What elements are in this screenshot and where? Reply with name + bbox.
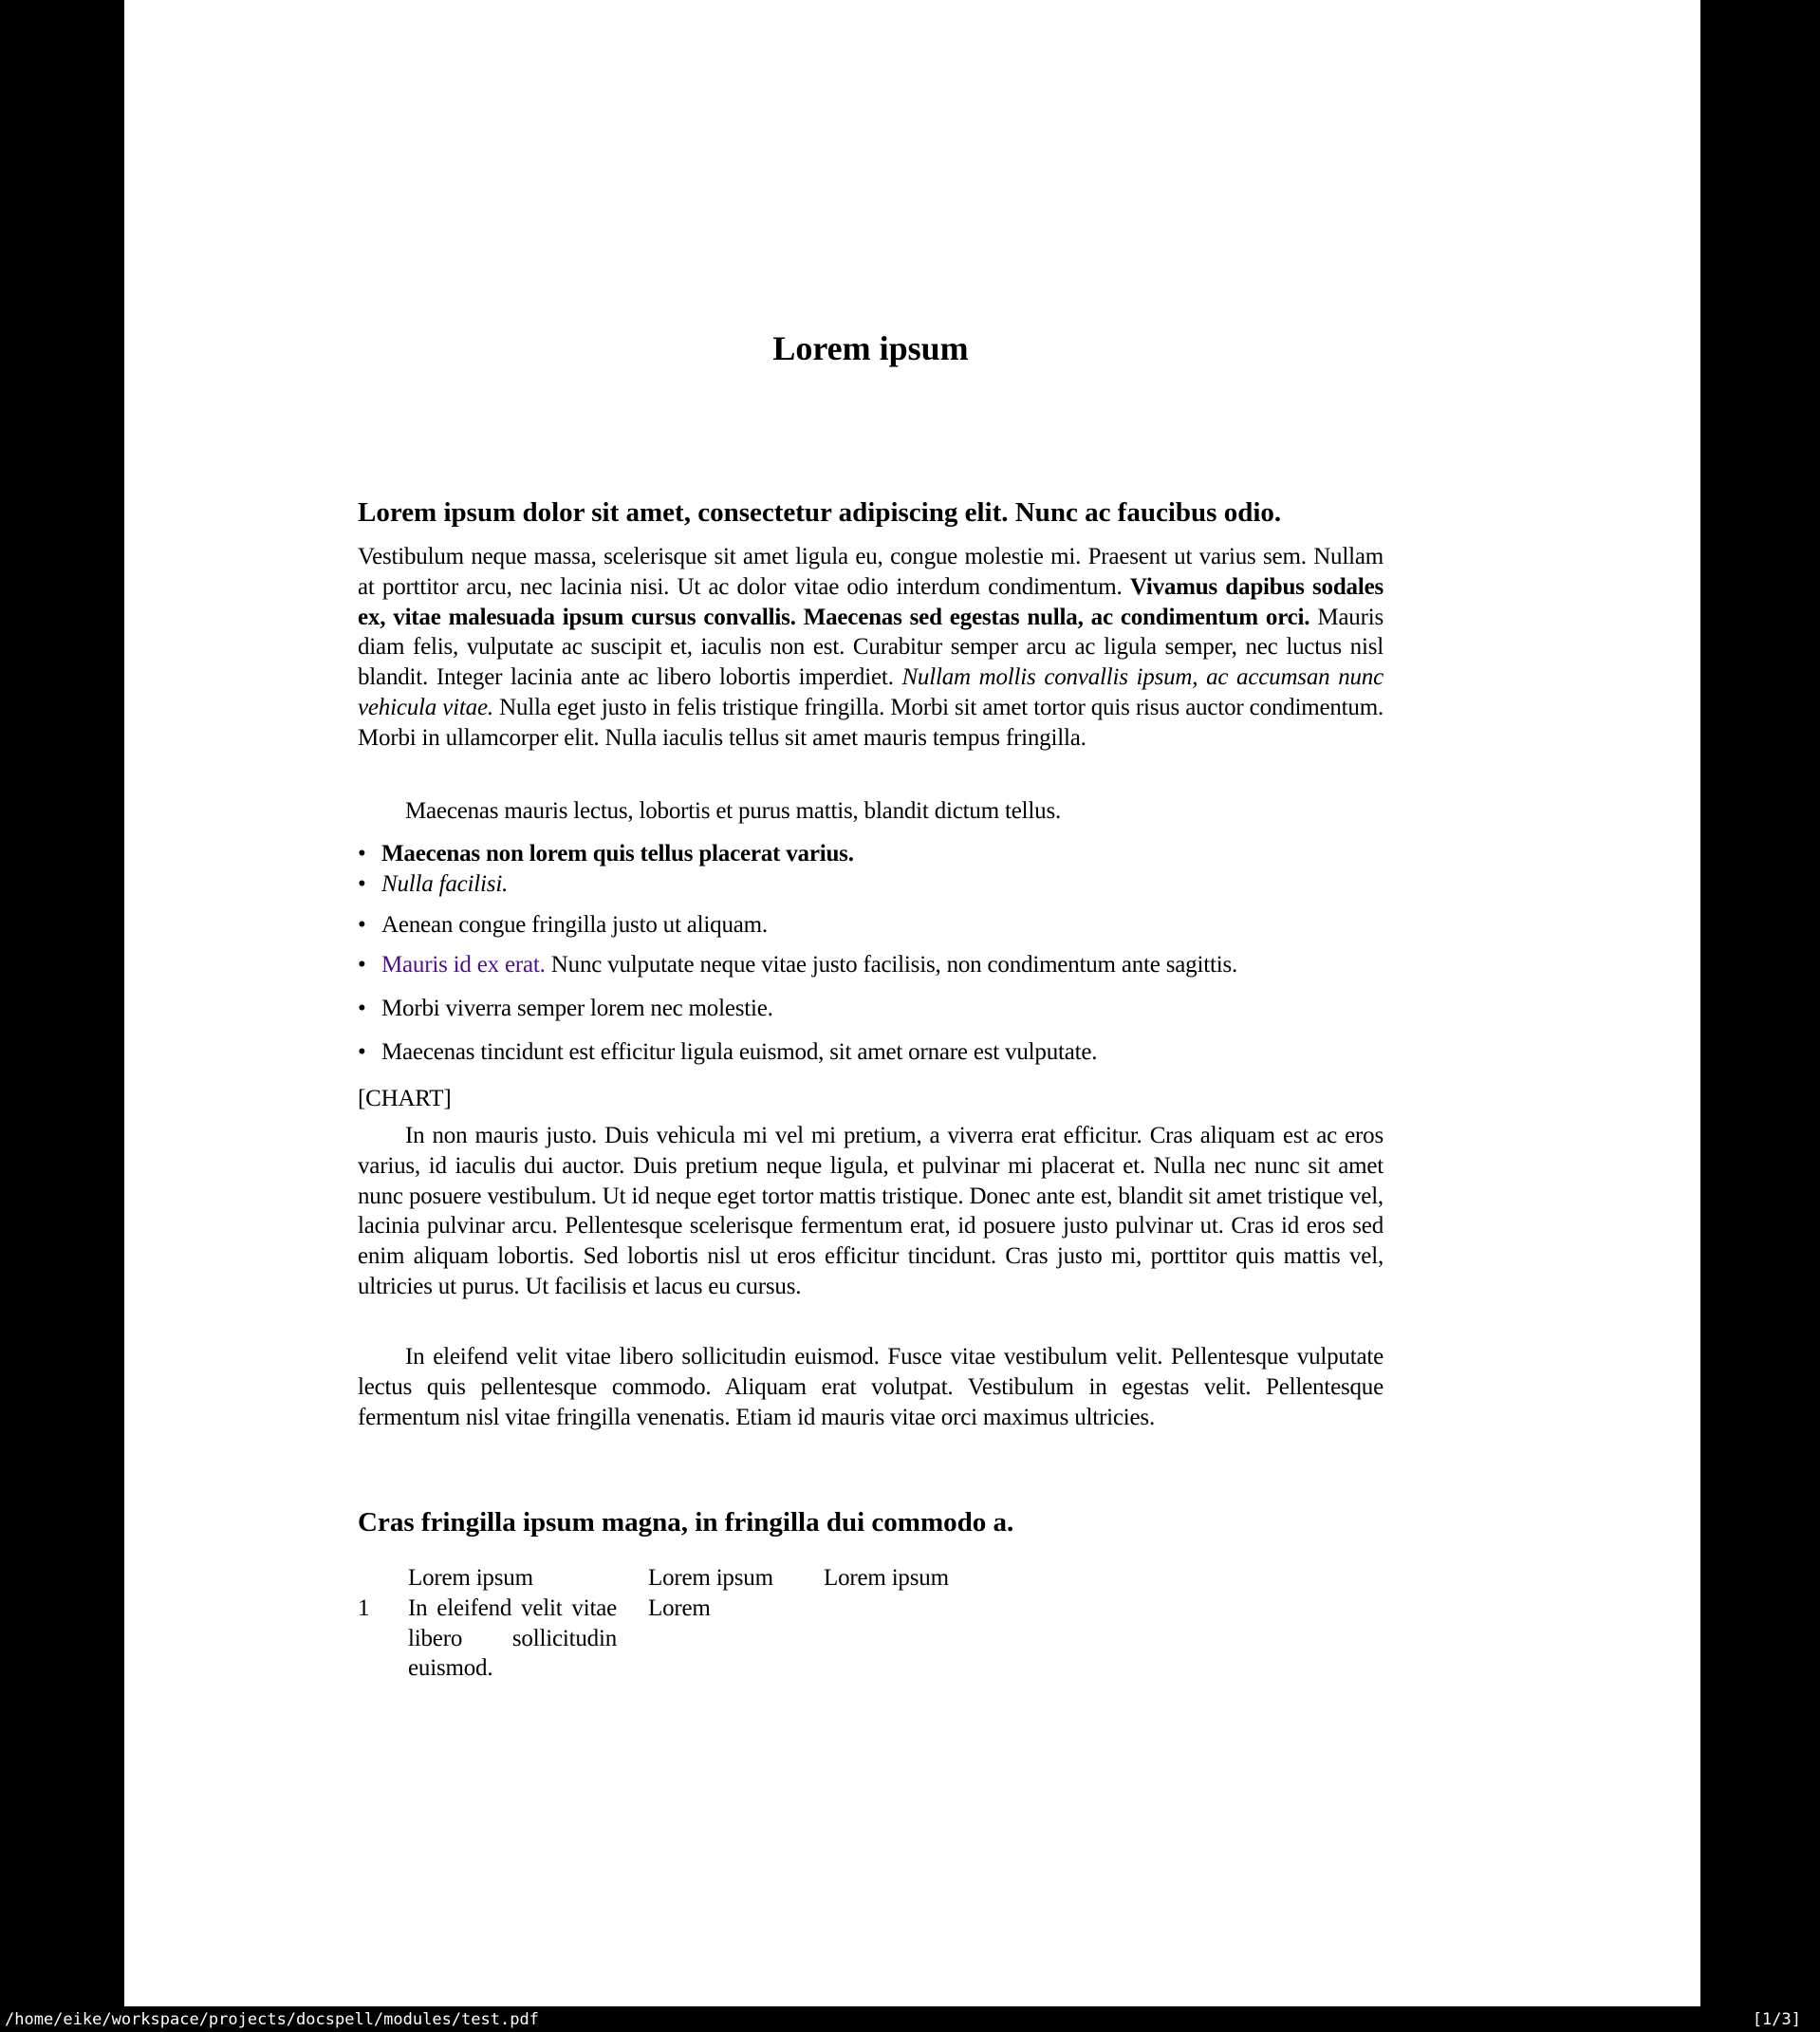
bullet-icon: • xyxy=(358,952,366,979)
document-title: Lorem ipsum xyxy=(772,329,969,367)
table-row-number: 1 xyxy=(358,1594,370,1621)
list-item-text: Morbi viverra semper lorem nec molestie. xyxy=(381,996,773,1022)
page-indicator: [1/3] xyxy=(1752,2009,1801,2029)
list-item xyxy=(358,950,1384,980)
para1-run-normal: Mauris diam felis, vulputate ac suscipit et, iaculis non est. Curabitur semper arcu ac ligula semper, nec luctus nisl blandit. Integer lacinia ante ac libero lobortis imperdiet. xyxy=(358,604,1384,691)
table-cell: In eleifend velit vitae libero sollicitudin euismod. xyxy=(408,1594,617,1682)
paragraph-3: In non mauris justo. Duis vehicula mi vel mi pretium, a viverra erat efficitur. Cras aliquam est ac eros varius, id iaculis dui auctor. Duis pretium neque ligula, et pulvinar mi placerat et. Nulla nec nunc sit amet nunc posuere vestibulum. Ut id neque eget tortor mattis tristique. Donec ante est, blandit sit amet tristique vel, lacinia pulvinar arcu. Pellentesque scelerisque fermentum erat, id posuere justo pulvinar ut. Cras id eros sed enim aliquam lobortis. Sed lobortis nisl ut eros efficitur tincidunt. Cras justo mi, porttitor quis mattis vel, ultricies ut purus. Ut facilisis et lacus eu cursus. xyxy=(358,1123,1384,1299)
mauris-id-ex-erat-link[interactable]: Mauris id ex erat. xyxy=(381,952,546,979)
table-cell: Lorem xyxy=(648,1594,711,1621)
bullet-icon: • xyxy=(358,1038,366,1065)
list-item-text xyxy=(381,950,1237,980)
list-item xyxy=(358,839,1384,869)
file-path-label: /home/eike/workspace/projects/docspell/modules/test.pdf xyxy=(5,2009,539,2029)
para1-run-normal: Vestibulum neque massa, scelerisque sit amet ligula eu, congue molestie mi. Praesent ut varius sem. Nullam at porttitor arcu, nec lacinia nisi. Ut ac dolor vitae odio interdum condimentum. xyxy=(358,544,1384,600)
para1-run-normal: Nulla eget justo in felis tristique fringilla. Morbi sit amet tortor quis risus auctor condimentum. Morbi in ullamcorper elit. Nulla iaculis tellus sit amet mauris tempus fringilla. xyxy=(358,694,1384,751)
chart-placeholder: [CHART] xyxy=(358,1086,452,1111)
bullet-icon: • xyxy=(358,841,366,867)
para1-run-italic: Nullam mollis convallis ipsum, ac accumsan nunc vehicula vitae. xyxy=(358,664,1384,720)
list-item xyxy=(358,869,1384,900)
table-header-cell: Lorem ipsum xyxy=(648,1565,773,1591)
paragraph-1 xyxy=(358,542,1384,754)
table-header-cell: Lorem ipsum xyxy=(408,1565,533,1591)
list-item-text: Maecenas non lorem quis tellus placerat varius. xyxy=(381,841,854,867)
table-cell xyxy=(824,1594,975,1684)
paragraph-4: In eleifend velit vitae libero sollicitudin euismod. Fusce vitae vestibulum velit. Pellentesque vulputate lectus quis pellentesque commodo. Aliquam erat volutpat. Vestibulum in egestas velit. Pellentesque fermentum nisl vitae fringilla venenatis. Etiam id mauris vitae orci maximus ultricies. xyxy=(358,1344,1384,1430)
lorem-table xyxy=(358,1563,1384,1684)
bullet-icon: • xyxy=(358,996,366,1022)
lead-paragraph: Maecenas mauris lectus, lobortis et purus mattis, blandit dictum tellus. xyxy=(405,798,1062,824)
section-2-heading: Cras fringilla ipsum magna, in fringilla dui commodo a. xyxy=(358,1507,1014,1538)
bullet-list xyxy=(358,839,1384,1068)
list-item-text: Maecenas tincidunt est efficitur ligula euismod, sit amet ornare est vulputate. xyxy=(381,1038,1098,1065)
list-item xyxy=(358,910,1384,941)
list-item xyxy=(358,1037,1384,1068)
status-bar xyxy=(0,2006,1820,2032)
list-item-text: Nulla facilisi. xyxy=(381,870,509,897)
bullet-icon: • xyxy=(358,911,366,938)
list-item-text-rest: Nunc vulputate neque vitae justo facilisis, non condimentum ante sagittis. xyxy=(545,952,1238,979)
section-1-heading: Lorem ipsum dolor sit amet, consectetur adipiscing elit. Nunc ac faucibus odio. xyxy=(358,497,1282,528)
pdf-page xyxy=(124,0,1700,2006)
bullet-icon: • xyxy=(358,870,366,897)
list-item xyxy=(358,994,1384,1024)
list-item-text: Aenean congue fringilla justo ut aliquam. xyxy=(381,911,768,938)
table-header-cell: Lorem ipsum xyxy=(824,1565,949,1591)
para1-run-bold: Vivamus dapibus sodales ex, vitae malesuada ipsum cursus convallis. Maecenas sed egestas nulla, ac condimentum orci. xyxy=(358,573,1384,630)
